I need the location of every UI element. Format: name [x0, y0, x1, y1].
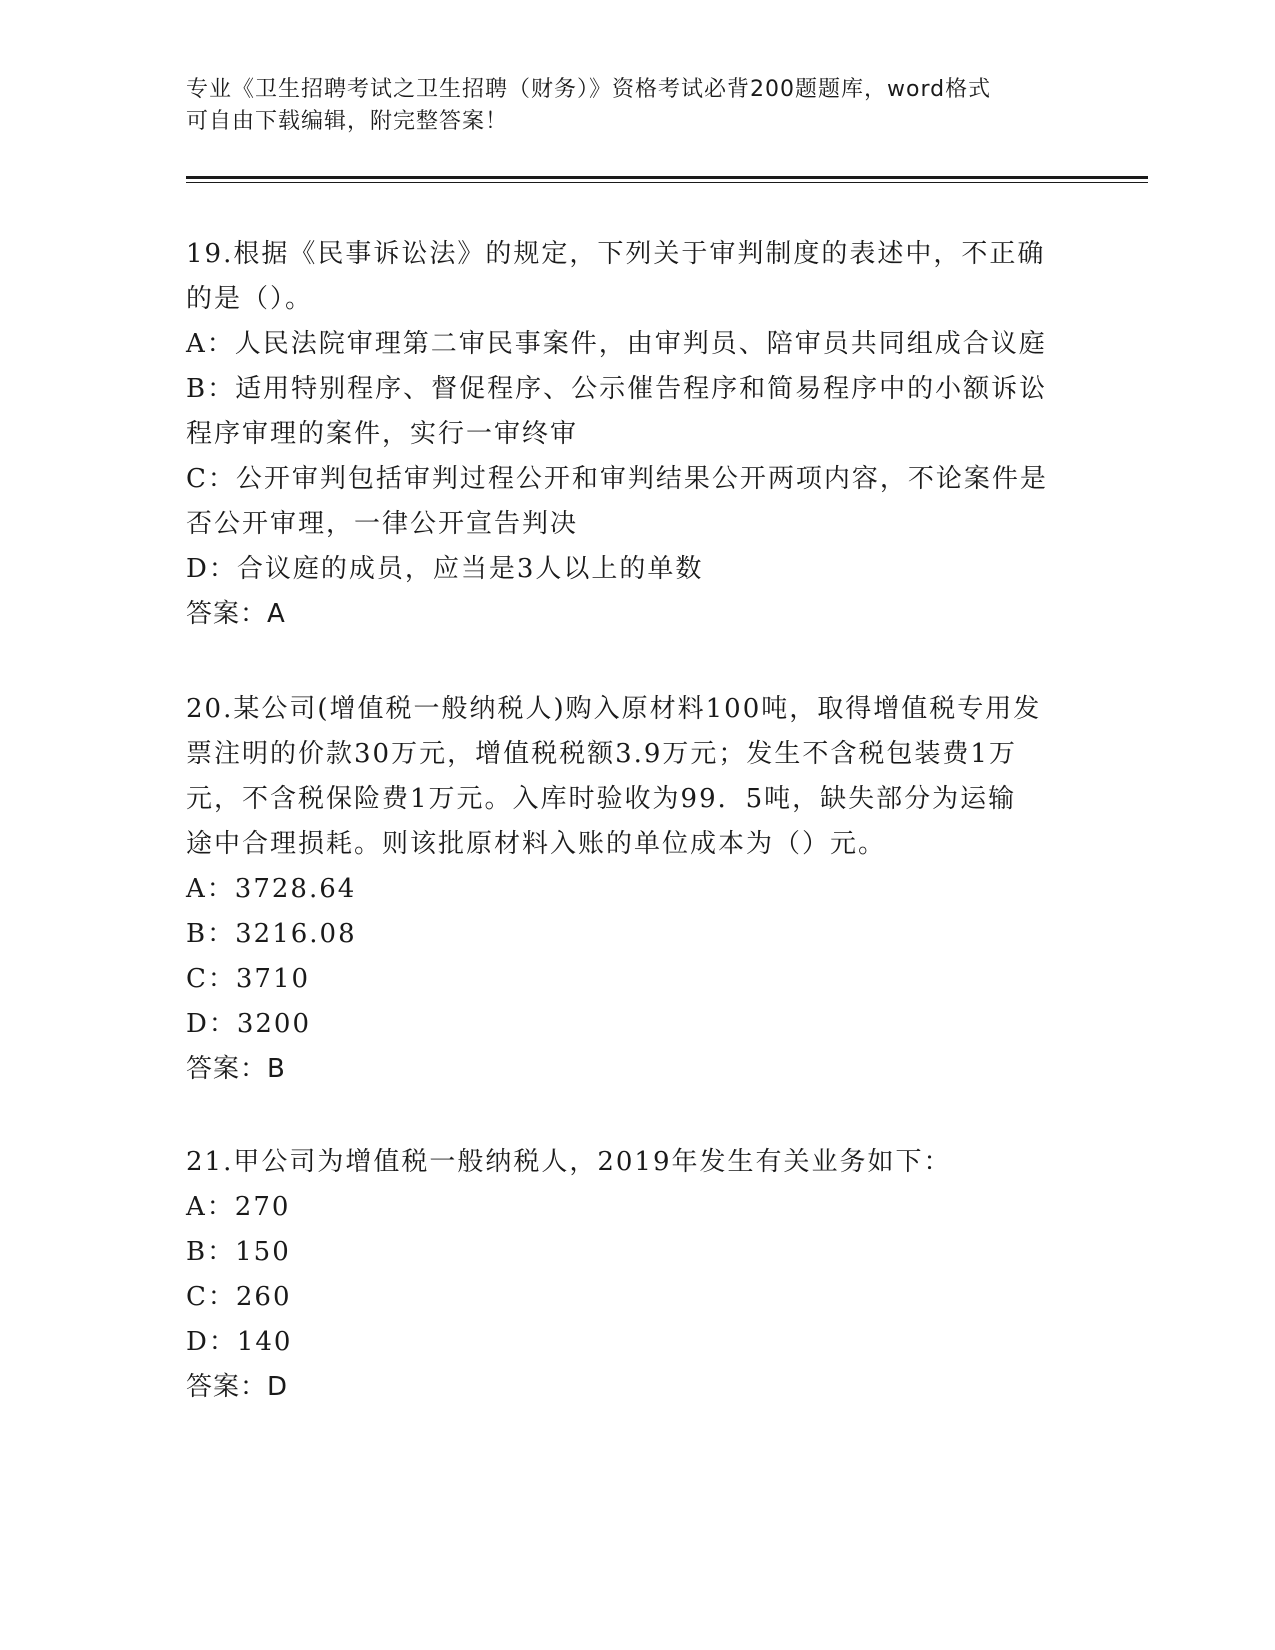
option-b: B：适用特别程序、督促程序、公示催告程序和简易程序中的小额诉讼	[186, 374, 1048, 404]
question-20	[186, 687, 1086, 1092]
question-stem-line: 20.某公司(增值税一般纳税人)购入原材料100吨，取得增值税专用发	[186, 694, 1042, 724]
answer-label: 答案：D	[186, 1372, 289, 1402]
header-divider	[186, 176, 1148, 179]
option-a: A：270	[186, 1192, 291, 1222]
question-stem-line: 票注明的价款30万元，增值税税额3.9万元；发生不含税包装费1万	[186, 739, 1017, 769]
question-stem-line: 途中合理损耗。则该批原材料入账的单位成本为（）元。	[186, 829, 887, 859]
header-line-2: 可自由下载编辑，附完整答案！	[186, 109, 509, 134]
option-d: D：3200	[186, 1009, 312, 1039]
question-stem-line: 21.甲公司为增值税一般纳税人，2019年发生有关业务如下：	[186, 1147, 952, 1177]
option-a: A：3728.64	[186, 874, 357, 904]
option-c: C：260	[186, 1282, 292, 1312]
header-divider-thin	[186, 182, 1148, 183]
question-stem-line: 的是（）。	[186, 284, 314, 314]
question-stem-line: 元，不含税保险费1万元。入库时验收为99．5吨，缺失部分为运输	[186, 784, 1017, 814]
option-c-continued: 否公开审理，一律公开宣告判决	[186, 509, 579, 539]
option-c: C：3710	[186, 964, 311, 994]
option-b-continued: 程序审理的案件，实行一审终审	[186, 419, 579, 449]
option-c: C：公开审判包括审判过程公开和审判结果公开两项内容，不论案件是	[186, 464, 1048, 494]
option-a: A：人民法院审理第二审民事案件，由审判员、陪审员共同组成合议庭	[186, 329, 1047, 359]
question-21	[186, 1140, 1086, 1410]
option-b: B：150	[186, 1237, 291, 1267]
question-stem-line: 19.根据《民事诉讼法》的规定，下列关于审判制度的表述中，不正确	[186, 239, 1046, 269]
document-header	[186, 74, 1066, 138]
option-d: D：140	[186, 1327, 293, 1357]
option-b: B：3216.08	[186, 919, 357, 949]
answer-label: 答案：A	[186, 599, 286, 629]
question-19	[186, 232, 1086, 637]
option-d: D：合议庭的成员，应当是3人以上的单数	[186, 554, 704, 584]
header-line-1: 专业《卫生招聘考试之卫生招聘（财务）》资格考试必背200题题库，word格式	[186, 77, 992, 102]
answer-label: 答案：B	[186, 1054, 286, 1084]
